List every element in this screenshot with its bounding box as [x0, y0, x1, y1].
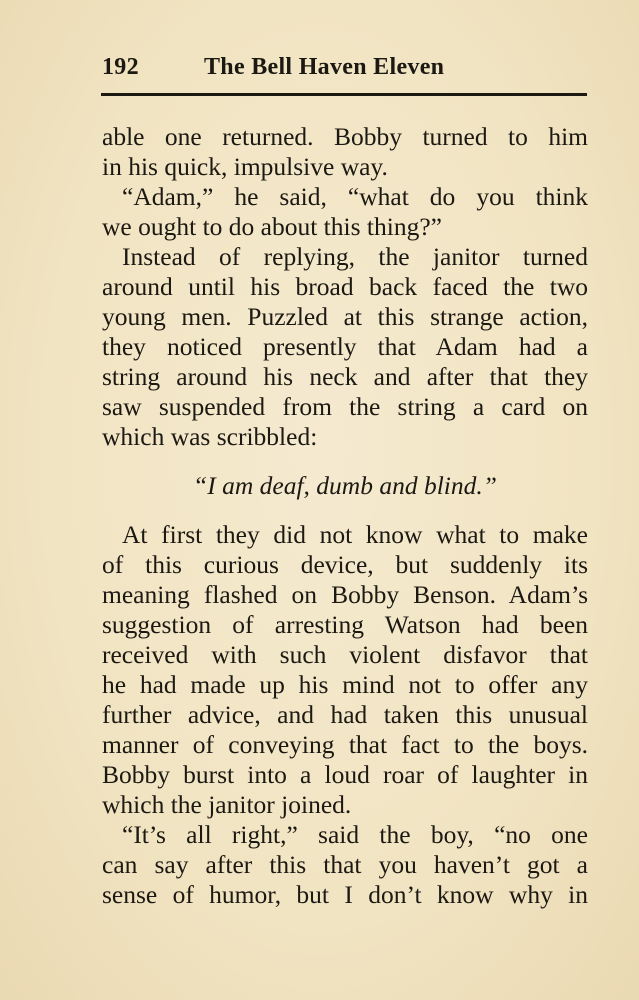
text-line: “It’s all right,” said the boy, “no one [122, 820, 588, 849]
text-line: further advice, and had taken this unusual [102, 700, 588, 729]
quoted-card-text: “I am deaf, dumb and blind.” [193, 471, 497, 500]
text-line: they noticed presently that Adam had a [102, 332, 588, 361]
text-line: he had made up his mind not to offer any [102, 670, 588, 699]
text-line: saw suspended from the string a card on [102, 392, 588, 421]
text-line: sense of humor, but I don’t know why in [102, 880, 588, 909]
text-line: Instead of replying, the janitor turned [122, 242, 588, 271]
text-line: in his quick, impulsive way. [102, 152, 388, 181]
text-line: we ought to do about this thing?” [102, 212, 442, 241]
text-line: which was scribbled: [102, 422, 318, 451]
header-rule [101, 93, 587, 96]
text-line: around until his broad back faced the two [102, 272, 588, 301]
text-line: can say after this that you haven’t got a [102, 850, 588, 879]
text-line: meaning flashed on Bobby Benson. Adam’s [102, 580, 588, 609]
text-line: At first they did not know what to make [122, 520, 588, 549]
text-line: of this curious device, but suddenly its [102, 550, 588, 579]
text-line: Bobby burst into a loud roar of laughter in [102, 760, 588, 789]
page-number: 192 [102, 54, 139, 80]
text-line: received with such violent disfavor that [102, 640, 588, 669]
text-line: manner of conveying that fact to the boys. [102, 730, 588, 759]
text-line: suggestion of arresting Watson had been [102, 610, 588, 639]
text-line: which the janitor joined. [102, 790, 352, 819]
text-line: string around his neck and after that they [102, 362, 588, 391]
text-line: “Adam,” he said, “what do you think [122, 182, 588, 211]
text-line: able one returned. Bobby turned to him [102, 122, 588, 151]
text-line: young men. Puzzled at this strange action, [102, 302, 588, 331]
page-header [102, 54, 586, 88]
body-text [102, 122, 588, 910]
running-title: The Bell Haven Eleven [204, 54, 445, 80]
